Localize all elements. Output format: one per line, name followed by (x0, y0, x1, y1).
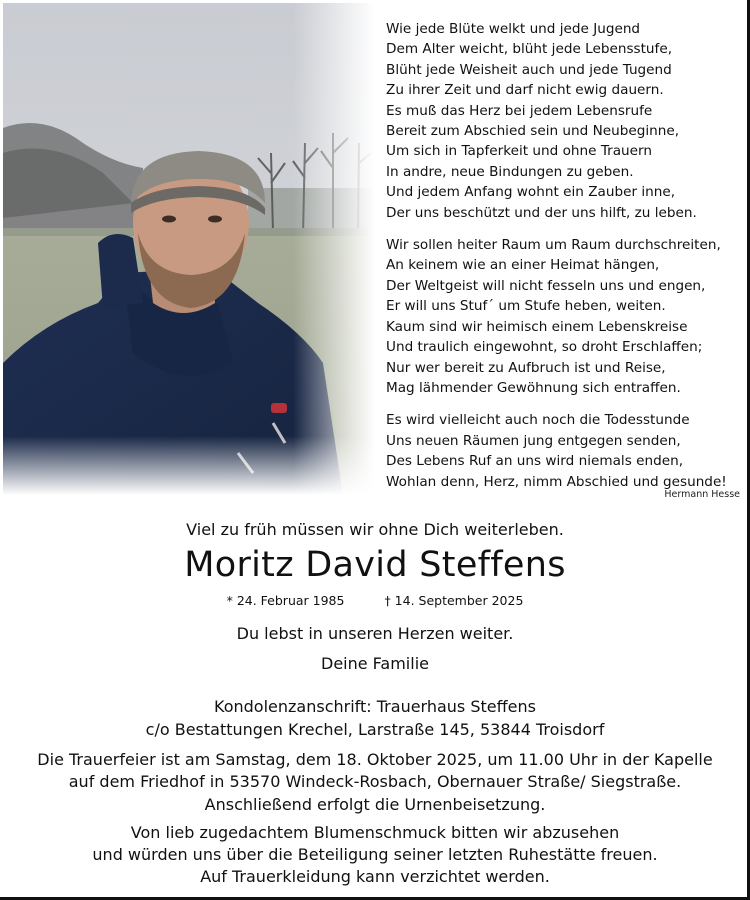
poem-line: Mag lähmender Gewöhnung sich entraffen. (386, 379, 681, 396)
subtitle: Viel zu früh müssen wir ohne Dich weiterleben. (186, 520, 564, 539)
poem-stanza-2 (386, 235, 748, 398)
poem-line: Der Weltgeist will nicht fesseln uns und engen, (386, 277, 706, 294)
deceased-name: Moritz David Steffens (184, 545, 566, 585)
poem-line: Und traulich eingewohnt, so droht Erschlaffen; (386, 339, 703, 356)
condolence-address-line-2: c/o Bestattungen Krechel, Larstraße 145, 53844 Troisdorf (145, 720, 605, 739)
poem-line: Es muß das Herz bei jedem Lebensrufe (386, 102, 653, 119)
poem (386, 19, 748, 504)
flowers-note-line-2: und würden uns über die Beteiligung seiner letzten Ruhestätte freuen. (92, 845, 658, 864)
poem-line: An keinem wie an einer Heimat hängen, (386, 257, 660, 274)
portrait-photo (3, 3, 375, 495)
poem-line: Wie jede Blüte welkt und jede Jugend (386, 21, 641, 37)
poem-line: Bereit zum Abschied sein und Neubeginne, (386, 123, 680, 140)
live-on-text: Du lebst in unseren Herzen weiter. (236, 624, 514, 643)
poem-line: Es wird vielleicht auch noch die Todesstunde (386, 412, 690, 429)
poem-line: Und jedem Anfang wohnt ein Zauber inne, (386, 184, 676, 201)
flowers-note-line-3: Auf Trauerkleidung kann verzichtet werden. (200, 867, 550, 886)
family-signature: Deine Familie (321, 654, 429, 673)
poem-stanza-3 (386, 410, 748, 492)
poem-line: Zu ihrer Zeit und darf nicht ewig dauern. (386, 82, 664, 99)
poem-line: Kaum sind wir heimisch einem Lebenskreise (386, 318, 688, 335)
condolence-address-line-1: Kondolenzanschrift: Trauerhaus Steffens (214, 697, 536, 716)
poem-line: Nur wer bereit zu Aufbruch ist und Reise, (386, 359, 666, 376)
flowers-note-line-1: Von lieb zugedachtem Blumenschmuck bitten wir abzusehen (130, 823, 620, 842)
poem-line: Wohlan denn, Herz, nimm Abschied und gesunde! (386, 473, 727, 490)
death-date: † 14. September 2025 (384, 593, 524, 608)
poem-line: Blüht jede Weisheit auch und jede Tugend (386, 61, 672, 78)
birth-date: * 24. Februar 1985 (226, 593, 345, 608)
life-dates (0, 593, 750, 608)
funeral-info-line-1: Die Trauerfeier ist am Samstag, dem 18. Oktober 2025, um 11.00 Uhr in der Kapelle (37, 750, 713, 769)
poem-line: In andre, neue Bindungen zu geben. (386, 163, 634, 180)
funeral-info-line-3: Anschließend erfolgt die Urnenbeisetzung. (204, 795, 546, 814)
poem-line: Um sich in Tapferkeit und ohne Trauern (386, 143, 653, 160)
poem-line: Er will uns Stuf´ um Stufe heben, weiten. (386, 298, 666, 315)
poem-line: Des Lebens Ruf an uns wird niemals enden, (386, 453, 684, 470)
poem-author: Hermann Hesse (664, 489, 740, 500)
poem-line: Der uns beschützt und der uns hilft, zu leben. (386, 204, 697, 221)
poem-stanza-1 (386, 19, 748, 223)
funeral-info-line-2: auf dem Friedhof in 53570 Windeck-Rosbach, Obernauer Straße/ Siegstraße. (68, 772, 682, 791)
poem-line: Wir sollen heiter Raum um Raum durchschreiten, (386, 237, 721, 254)
poem-line: Dem Alter weicht, blüht jede Lebensstufe, (386, 41, 673, 58)
poem-line: Uns neuen Räumen jung entgegen senden, (386, 432, 681, 449)
